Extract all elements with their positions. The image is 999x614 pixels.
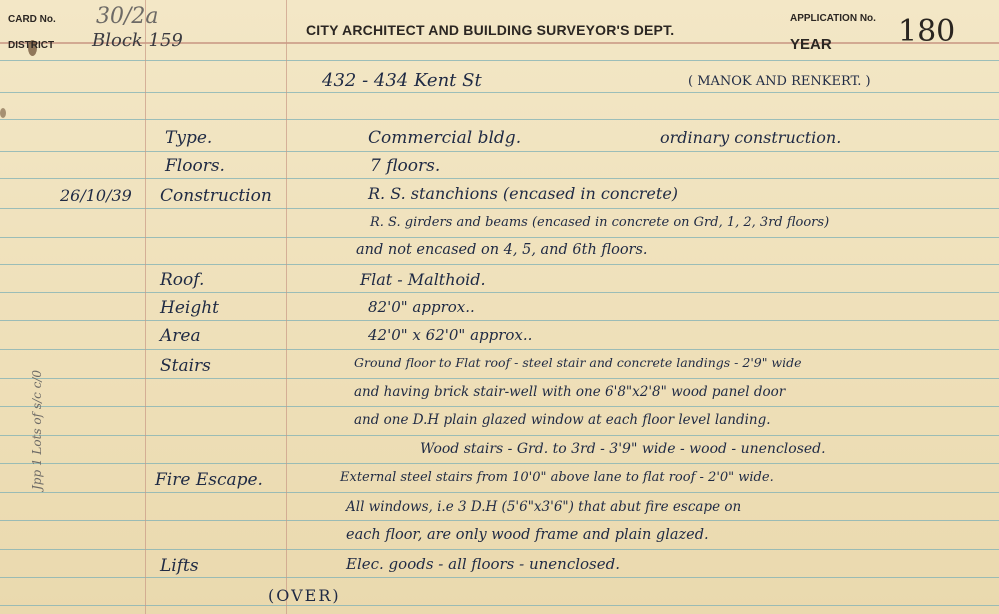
ruled-line	[0, 151, 999, 152]
owner: ( MANOK AND RENKERT. )	[688, 74, 871, 89]
department-title: CITY ARCHITECT AND BUILDING SURVEYOR'S DEPT.	[306, 22, 675, 38]
margin-line	[286, 0, 287, 614]
year-label: YEAR	[790, 36, 832, 53]
ruled-line	[0, 463, 999, 464]
ruled-line	[0, 406, 999, 407]
ruled-line	[0, 492, 999, 493]
label-construction: Construction	[160, 186, 272, 206]
ruled-line	[0, 577, 999, 578]
ruled-line	[0, 520, 999, 521]
district-value: Block 159	[92, 30, 183, 51]
entry-fire-escape-1: External steel stairs from 10'0" above lane to flat roof - 2'0" wide.	[340, 470, 774, 485]
ruled-line	[0, 237, 999, 238]
entry-fire-escape-3: each floor, are only wood frame and plain glazed.	[346, 527, 709, 543]
ruled-line	[0, 60, 999, 61]
entry-floors: 7 floors.	[370, 156, 441, 176]
label-area: Area	[160, 326, 201, 346]
card-no-value: 30/2a	[96, 4, 159, 29]
label-floors: Floors.	[165, 156, 225, 176]
entry-area: 42'0" x 62'0" approx..	[368, 326, 533, 344]
entry-stairs-4: Wood stairs - Grd. to 3rd - 3'9" wide - wood - unenclosed.	[420, 441, 826, 457]
ruled-line	[0, 292, 999, 293]
entry-type-extra: ordinary construction.	[660, 128, 842, 147]
card-no-label: CARD No.	[8, 14, 56, 25]
label-fire-escape: Fire Escape.	[155, 470, 263, 490]
punch-hole	[0, 108, 6, 118]
over-note: (OVER)	[268, 586, 341, 605]
ruled-line	[0, 264, 999, 265]
date: 26/10/39	[60, 186, 132, 205]
entry-fire-escape-2: All windows, i.e 3 D.H (5'6"x3'6") that abut fire escape on	[346, 499, 742, 515]
ruled-line	[0, 178, 999, 179]
application-number: 180	[898, 14, 956, 49]
entry-construction-2: R. S. girders and beams (encased in concrete on Grd, 1, 2, 3rd floors)	[370, 215, 830, 230]
margin-note: Jpp 1 Lots of s/c c/0	[30, 369, 44, 490]
entry-roof: Flat - Malthoid.	[360, 270, 486, 289]
label-height: Height	[160, 298, 219, 318]
ruled-line	[0, 435, 999, 436]
label-lifts: Lifts	[160, 556, 199, 576]
ruled-line	[0, 349, 999, 350]
entry-stairs-2: and having brick stair-well with one 6'8"x2'8" wood panel door	[354, 384, 786, 400]
label-type: Type.	[165, 128, 213, 148]
application-label: APPLICATION No.	[790, 13, 876, 24]
label-roof: Roof.	[160, 270, 205, 290]
label-stairs: Stairs	[160, 356, 211, 376]
margin-line	[145, 0, 146, 614]
district-label: DISTRICT	[8, 40, 55, 51]
ruled-line	[0, 92, 999, 93]
ruled-line	[0, 378, 999, 379]
ruled-line	[0, 605, 999, 606]
address: 432 - 434 Kent St	[322, 70, 482, 91]
entry-stairs-3: and one D.H plain glazed window at each floor level landing.	[354, 412, 771, 428]
ruled-line	[0, 208, 999, 209]
ruled-line	[0, 320, 999, 321]
entry-lifts: Elec. goods - all floors - unenclosed.	[346, 555, 621, 573]
ruled-line	[0, 549, 999, 550]
entry-stairs-1: Ground floor to Flat roof - steel stair and concrete landings - 2'9" wide	[354, 355, 802, 370]
entry-construction-3: and not encased on 4, 5, and 6th floors.	[356, 242, 648, 258]
entry-construction-1: R. S. stanchions (encased in concrete)	[368, 184, 679, 203]
entry-height: 82'0" approx..	[368, 298, 475, 316]
entry-type: Commercial bldg.	[368, 128, 522, 148]
ruled-line	[0, 119, 999, 120]
